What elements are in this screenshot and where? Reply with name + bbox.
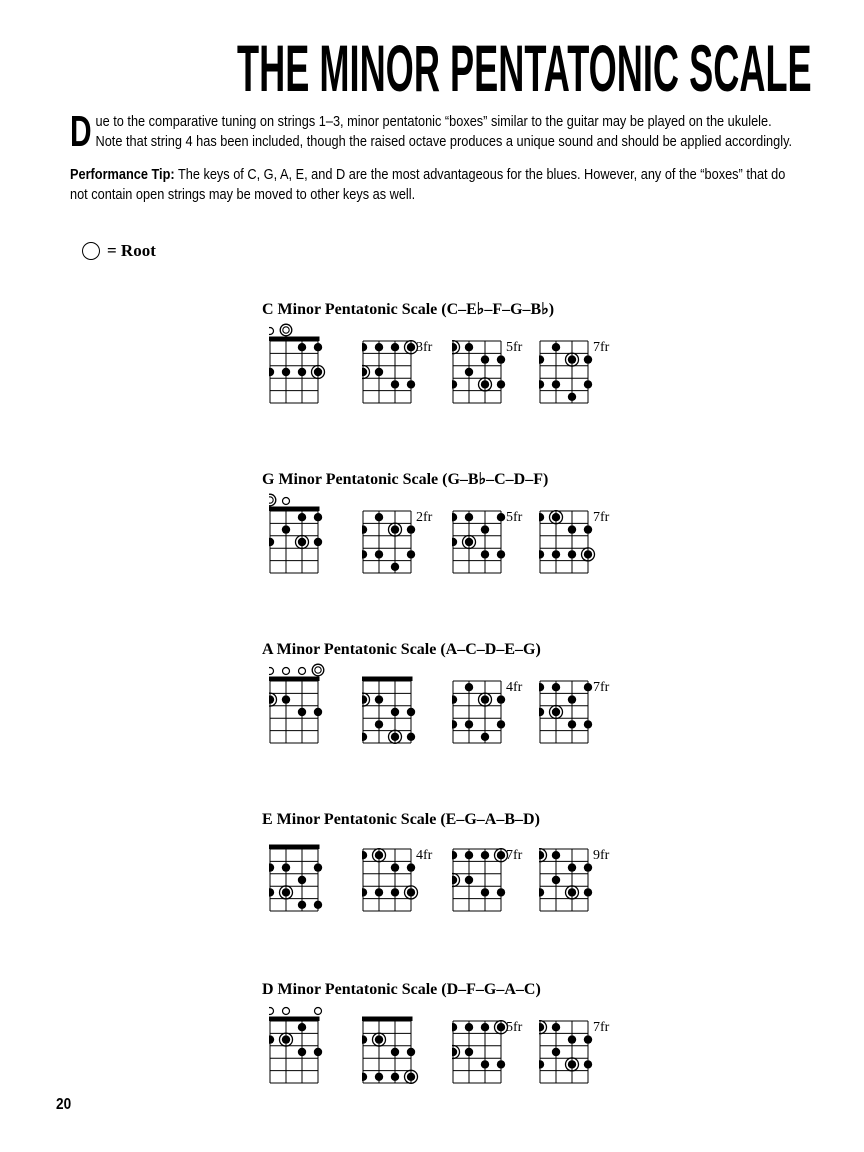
note-dot: [552, 1048, 560, 1056]
note-dot: [391, 1073, 399, 1081]
note-dot: [269, 538, 274, 546]
note-dot: [362, 550, 367, 558]
note-dot: [497, 380, 505, 388]
note-dot: [362, 888, 367, 896]
note-dot: [375, 343, 383, 351]
note-dot: [552, 851, 560, 859]
fret-position-label: 5fr: [506, 510, 523, 525]
note-dot: [407, 733, 415, 741]
note-dot: [539, 355, 544, 363]
root-note-dot: [481, 380, 489, 388]
note-dot: [465, 1023, 473, 1031]
note-dot: [407, 525, 415, 533]
fretboard-grid: [362, 323, 452, 411]
fretboard-diagram: [452, 1003, 542, 1091]
root-note-dot: [568, 355, 576, 363]
fretboard-grid: [539, 663, 629, 751]
fretboard-grid: [539, 831, 629, 919]
root-note-dot: [314, 368, 322, 376]
note-dot: [552, 1023, 560, 1031]
note-dot: [391, 888, 399, 896]
nut-bar: [362, 1017, 413, 1022]
root-note-dot: [552, 708, 560, 716]
root-note-dot: [375, 1035, 383, 1043]
page-title: THE MINOR PENTATONIC SCALE: [237, 31, 812, 105]
intro-text: ue to the comparative tuning on strings 1–3, minor pentatonic “boxes” similar to the guitar may be played on the ukulele. Note that string 4 has been included, though the raised octave produces a unique sound and should be applied accordingly.: [95, 113, 793, 150]
fretboard-grid: [539, 493, 629, 581]
fretboard-diagram: [269, 831, 359, 919]
note-dot: [362, 1073, 367, 1081]
open-string-marker: [283, 1008, 290, 1015]
note-dot: [391, 343, 399, 351]
note-dot: [314, 513, 322, 521]
fretboard-grid: [269, 663, 359, 751]
root-note-dot: [568, 888, 576, 896]
drop-cap: D: [70, 107, 92, 156]
note-dot: [407, 1048, 415, 1056]
fretboard-diagram: [269, 323, 359, 411]
note-dot: [584, 1060, 592, 1068]
note-dot: [481, 888, 489, 896]
open-string-marker: [269, 328, 274, 335]
fretboard-grid: [269, 493, 359, 581]
fret-position-label: 5fr: [506, 340, 523, 355]
open-string-marker: [283, 668, 290, 675]
note-dot: [539, 683, 544, 691]
note-dot: [584, 380, 592, 388]
root-note-dot: [539, 1023, 544, 1031]
fret-position-label: 7fr: [593, 680, 610, 695]
note-dot: [407, 380, 415, 388]
root-note-dot: [568, 1060, 576, 1068]
note-dot: [362, 343, 367, 351]
note-dot: [362, 851, 367, 859]
note-dot: [497, 1060, 505, 1068]
section-title-d-minor: D Minor Pentatonic Scale (D–F–G–A–C): [262, 981, 541, 998]
fretboard-diagram: [362, 831, 452, 919]
note-dot: [314, 1048, 322, 1056]
root-circle-icon: [82, 242, 100, 260]
root-note-dot: [362, 695, 367, 703]
note-dot: [584, 355, 592, 363]
fretboard-grid: [452, 831, 542, 919]
note-dot: [375, 550, 383, 558]
note-dot: [407, 550, 415, 558]
page-number: 20: [56, 1096, 72, 1113]
open-string-marker: [269, 668, 274, 675]
note-dot: [452, 1023, 457, 1031]
note-dot: [375, 720, 383, 728]
note-dot: [465, 851, 473, 859]
root-note-dot: [452, 1048, 457, 1056]
fretboard-diagram: [452, 493, 542, 581]
root-note-dot: [497, 851, 505, 859]
note-dot: [552, 550, 560, 558]
nut-bar: [269, 337, 320, 342]
note-dot: [481, 525, 489, 533]
section-title-a-minor: A Minor Pentatonic Scale (A–C–D–E–G): [262, 641, 541, 658]
root-note-dot: [452, 876, 457, 884]
note-dot: [375, 368, 383, 376]
note-dot: [298, 368, 306, 376]
note-dot: [568, 1035, 576, 1043]
note-dot: [375, 695, 383, 703]
note-dot: [298, 708, 306, 716]
root-note-dot: [452, 343, 457, 351]
note-dot: [282, 368, 290, 376]
note-dot: [552, 380, 560, 388]
note-dot: [568, 393, 576, 401]
root-note-dot: [362, 368, 367, 376]
open-string-marker: [315, 1008, 322, 1015]
root-note-dot: [391, 733, 399, 741]
root-note-dot: [497, 1023, 505, 1031]
note-dot: [375, 888, 383, 896]
section-title-c-minor: C Minor Pentatonic Scale (C–E♭–F–G–B♭): [262, 301, 555, 318]
fretboard-diagram: [362, 1003, 452, 1091]
fretboard-grid: [362, 663, 452, 751]
note-dot: [568, 695, 576, 703]
root-legend: [82, 241, 156, 261]
note-dot: [407, 708, 415, 716]
note-dot: [465, 513, 473, 521]
fret-position-label: 7fr: [593, 510, 610, 525]
note-dot: [407, 863, 415, 871]
nut-bar: [269, 677, 320, 682]
root-note-dot: [391, 525, 399, 533]
note-dot: [269, 1035, 274, 1043]
fretboard-grid: [269, 1003, 359, 1091]
note-dot: [465, 1048, 473, 1056]
note-dot: [375, 1073, 383, 1081]
note-dot: [539, 708, 544, 716]
fretboard-diagram: [269, 663, 359, 751]
performance-tip-text: The keys of C, G, A, E, and D are the most advantageous for the blues. However, any of the “boxes” that do not contain open strings may be moved to other keys as well.: [70, 166, 786, 203]
note-dot: [584, 720, 592, 728]
fretboard-diagram: [452, 663, 542, 751]
note-dot: [568, 525, 576, 533]
note-dot: [362, 1035, 367, 1043]
nut-bar: [269, 845, 320, 850]
performance-tip-label: Performance Tip:: [70, 166, 175, 183]
fret-position-label: 2fr: [416, 510, 433, 525]
fret-position-label: 7fr: [593, 1020, 610, 1035]
note-dot: [465, 683, 473, 691]
open-root-marker: [280, 324, 292, 336]
fretboard-grid: [452, 323, 542, 411]
root-note-dot: [481, 695, 489, 703]
note-dot: [314, 343, 322, 351]
fret-position-label: 4fr: [506, 680, 523, 695]
root-note-dot: [375, 851, 383, 859]
fretboard-grid: [362, 1003, 452, 1091]
note-dot: [314, 901, 322, 909]
note-dot: [584, 863, 592, 871]
note-dot: [391, 708, 399, 716]
note-dot: [298, 1023, 306, 1031]
fretboard-grid: [269, 323, 359, 411]
open-string-marker: [299, 668, 306, 675]
note-dot: [452, 513, 457, 521]
fret-position-label: 3fr: [416, 340, 433, 355]
fretboard-grid: [362, 831, 452, 919]
note-dot: [497, 355, 505, 363]
root-note-dot: [584, 550, 592, 558]
open-string-marker: [283, 498, 290, 505]
note-dot: [584, 683, 592, 691]
fretboard-grid: [539, 323, 629, 411]
fret-position-label: 4fr: [416, 848, 433, 863]
fretboard-diagram: [539, 831, 629, 919]
fret-position-label: 9fr: [593, 848, 610, 863]
note-dot: [298, 513, 306, 521]
open-string-marker: [269, 1008, 274, 1015]
nut-bar: [269, 507, 320, 512]
root-note-dot: [269, 695, 274, 703]
note-dot: [452, 851, 457, 859]
note-dot: [552, 343, 560, 351]
diagram-row-d-minor: [269, 1003, 864, 1091]
open-root-marker: [312, 664, 324, 676]
note-dot: [282, 695, 290, 703]
note-dot: [362, 733, 367, 741]
note-dot: [375, 513, 383, 521]
fretboard-grid: [269, 831, 359, 919]
section-title-e-minor: E Minor Pentatonic Scale (E–G–A–B–D): [262, 811, 540, 828]
diagram-row-c-minor: [269, 323, 864, 411]
note-dot: [497, 695, 505, 703]
fretboard-diagram: [362, 323, 452, 411]
note-dot: [481, 550, 489, 558]
note-dot: [497, 550, 505, 558]
note-dot: [269, 863, 274, 871]
open-root-marker: [269, 494, 276, 506]
note-dot: [539, 888, 544, 896]
root-note-dot: [298, 538, 306, 546]
diagram-row-g-minor: [269, 493, 864, 581]
note-dot: [481, 355, 489, 363]
note-dot: [282, 525, 290, 533]
root-note-dot: [552, 513, 560, 521]
note-dot: [539, 380, 544, 388]
fretboard-diagram: [362, 663, 452, 751]
fret-position-label: 7fr: [506, 848, 523, 863]
note-dot: [391, 1048, 399, 1056]
fretboard-grid: [452, 493, 542, 581]
root-legend-label: = Root: [107, 241, 156, 260]
fretboard-grid: [452, 1003, 542, 1091]
note-dot: [298, 876, 306, 884]
note-dot: [481, 851, 489, 859]
root-note-dot: [282, 888, 290, 896]
root-note-dot: [407, 888, 415, 896]
note-dot: [539, 513, 544, 521]
note-dot: [391, 380, 399, 388]
note-dot: [497, 720, 505, 728]
note-dot: [497, 513, 505, 521]
section-title-g-minor: G Minor Pentatonic Scale (G–B♭–C–D–F): [262, 471, 549, 488]
fretboard-diagram: [539, 493, 629, 581]
note-dot: [452, 538, 457, 546]
nut-bar: [269, 1017, 320, 1022]
root-note-dot: [539, 851, 544, 859]
note-dot: [552, 876, 560, 884]
note-dot: [481, 733, 489, 741]
fretboard-grid: [362, 493, 452, 581]
note-dot: [362, 525, 367, 533]
note-dot: [465, 720, 473, 728]
fret-position-label: 5fr: [506, 1020, 523, 1035]
fret-position-label: 7fr: [593, 340, 610, 355]
diagram-row-e-minor: [269, 831, 864, 919]
note-dot: [539, 1060, 544, 1068]
note-dot: [452, 720, 457, 728]
note-dot: [584, 888, 592, 896]
note-dot: [465, 368, 473, 376]
note-dot: [391, 563, 399, 571]
note-dot: [298, 901, 306, 909]
note-dot: [481, 1060, 489, 1068]
note-dot: [298, 343, 306, 351]
fretboard-diagram: [539, 323, 629, 411]
fretboard-grid: [539, 1003, 629, 1091]
note-dot: [269, 888, 274, 896]
intro-paragraph: [70, 107, 864, 156]
note-dot: [584, 525, 592, 533]
fretboard-diagram: [452, 323, 542, 411]
note-dot: [465, 876, 473, 884]
note-dot: [497, 888, 505, 896]
root-note-dot: [407, 1073, 415, 1081]
note-dot: [539, 550, 544, 558]
root-note-dot: [282, 1035, 290, 1043]
note-dot: [568, 863, 576, 871]
fretboard-diagram: [452, 831, 542, 919]
note-dot: [568, 720, 576, 728]
note-dot: [481, 1023, 489, 1031]
fretboard-grid: [452, 663, 542, 751]
root-note-dot: [465, 538, 473, 546]
diagram-row-a-minor: [269, 663, 864, 751]
note-dot: [298, 1048, 306, 1056]
fretboard-diagram: [269, 1003, 359, 1091]
fretboard-diagram: [539, 1003, 629, 1091]
note-dot: [391, 863, 399, 871]
note-dot: [465, 343, 473, 351]
note-dot: [452, 695, 457, 703]
fretboard-diagram: [362, 493, 452, 581]
note-dot: [552, 683, 560, 691]
fretboard-diagram: [269, 493, 359, 581]
note-dot: [568, 550, 576, 558]
note-dot: [282, 863, 290, 871]
nut-bar: [362, 677, 413, 682]
fretboard-diagram: [539, 663, 629, 751]
note-dot: [314, 538, 322, 546]
note-dot: [584, 1035, 592, 1043]
performance-tip-paragraph: [70, 165, 864, 205]
note-dot: [269, 368, 274, 376]
note-dot: [314, 708, 322, 716]
note-dot: [452, 380, 457, 388]
note-dot: [314, 863, 322, 871]
root-note-dot: [407, 343, 415, 351]
